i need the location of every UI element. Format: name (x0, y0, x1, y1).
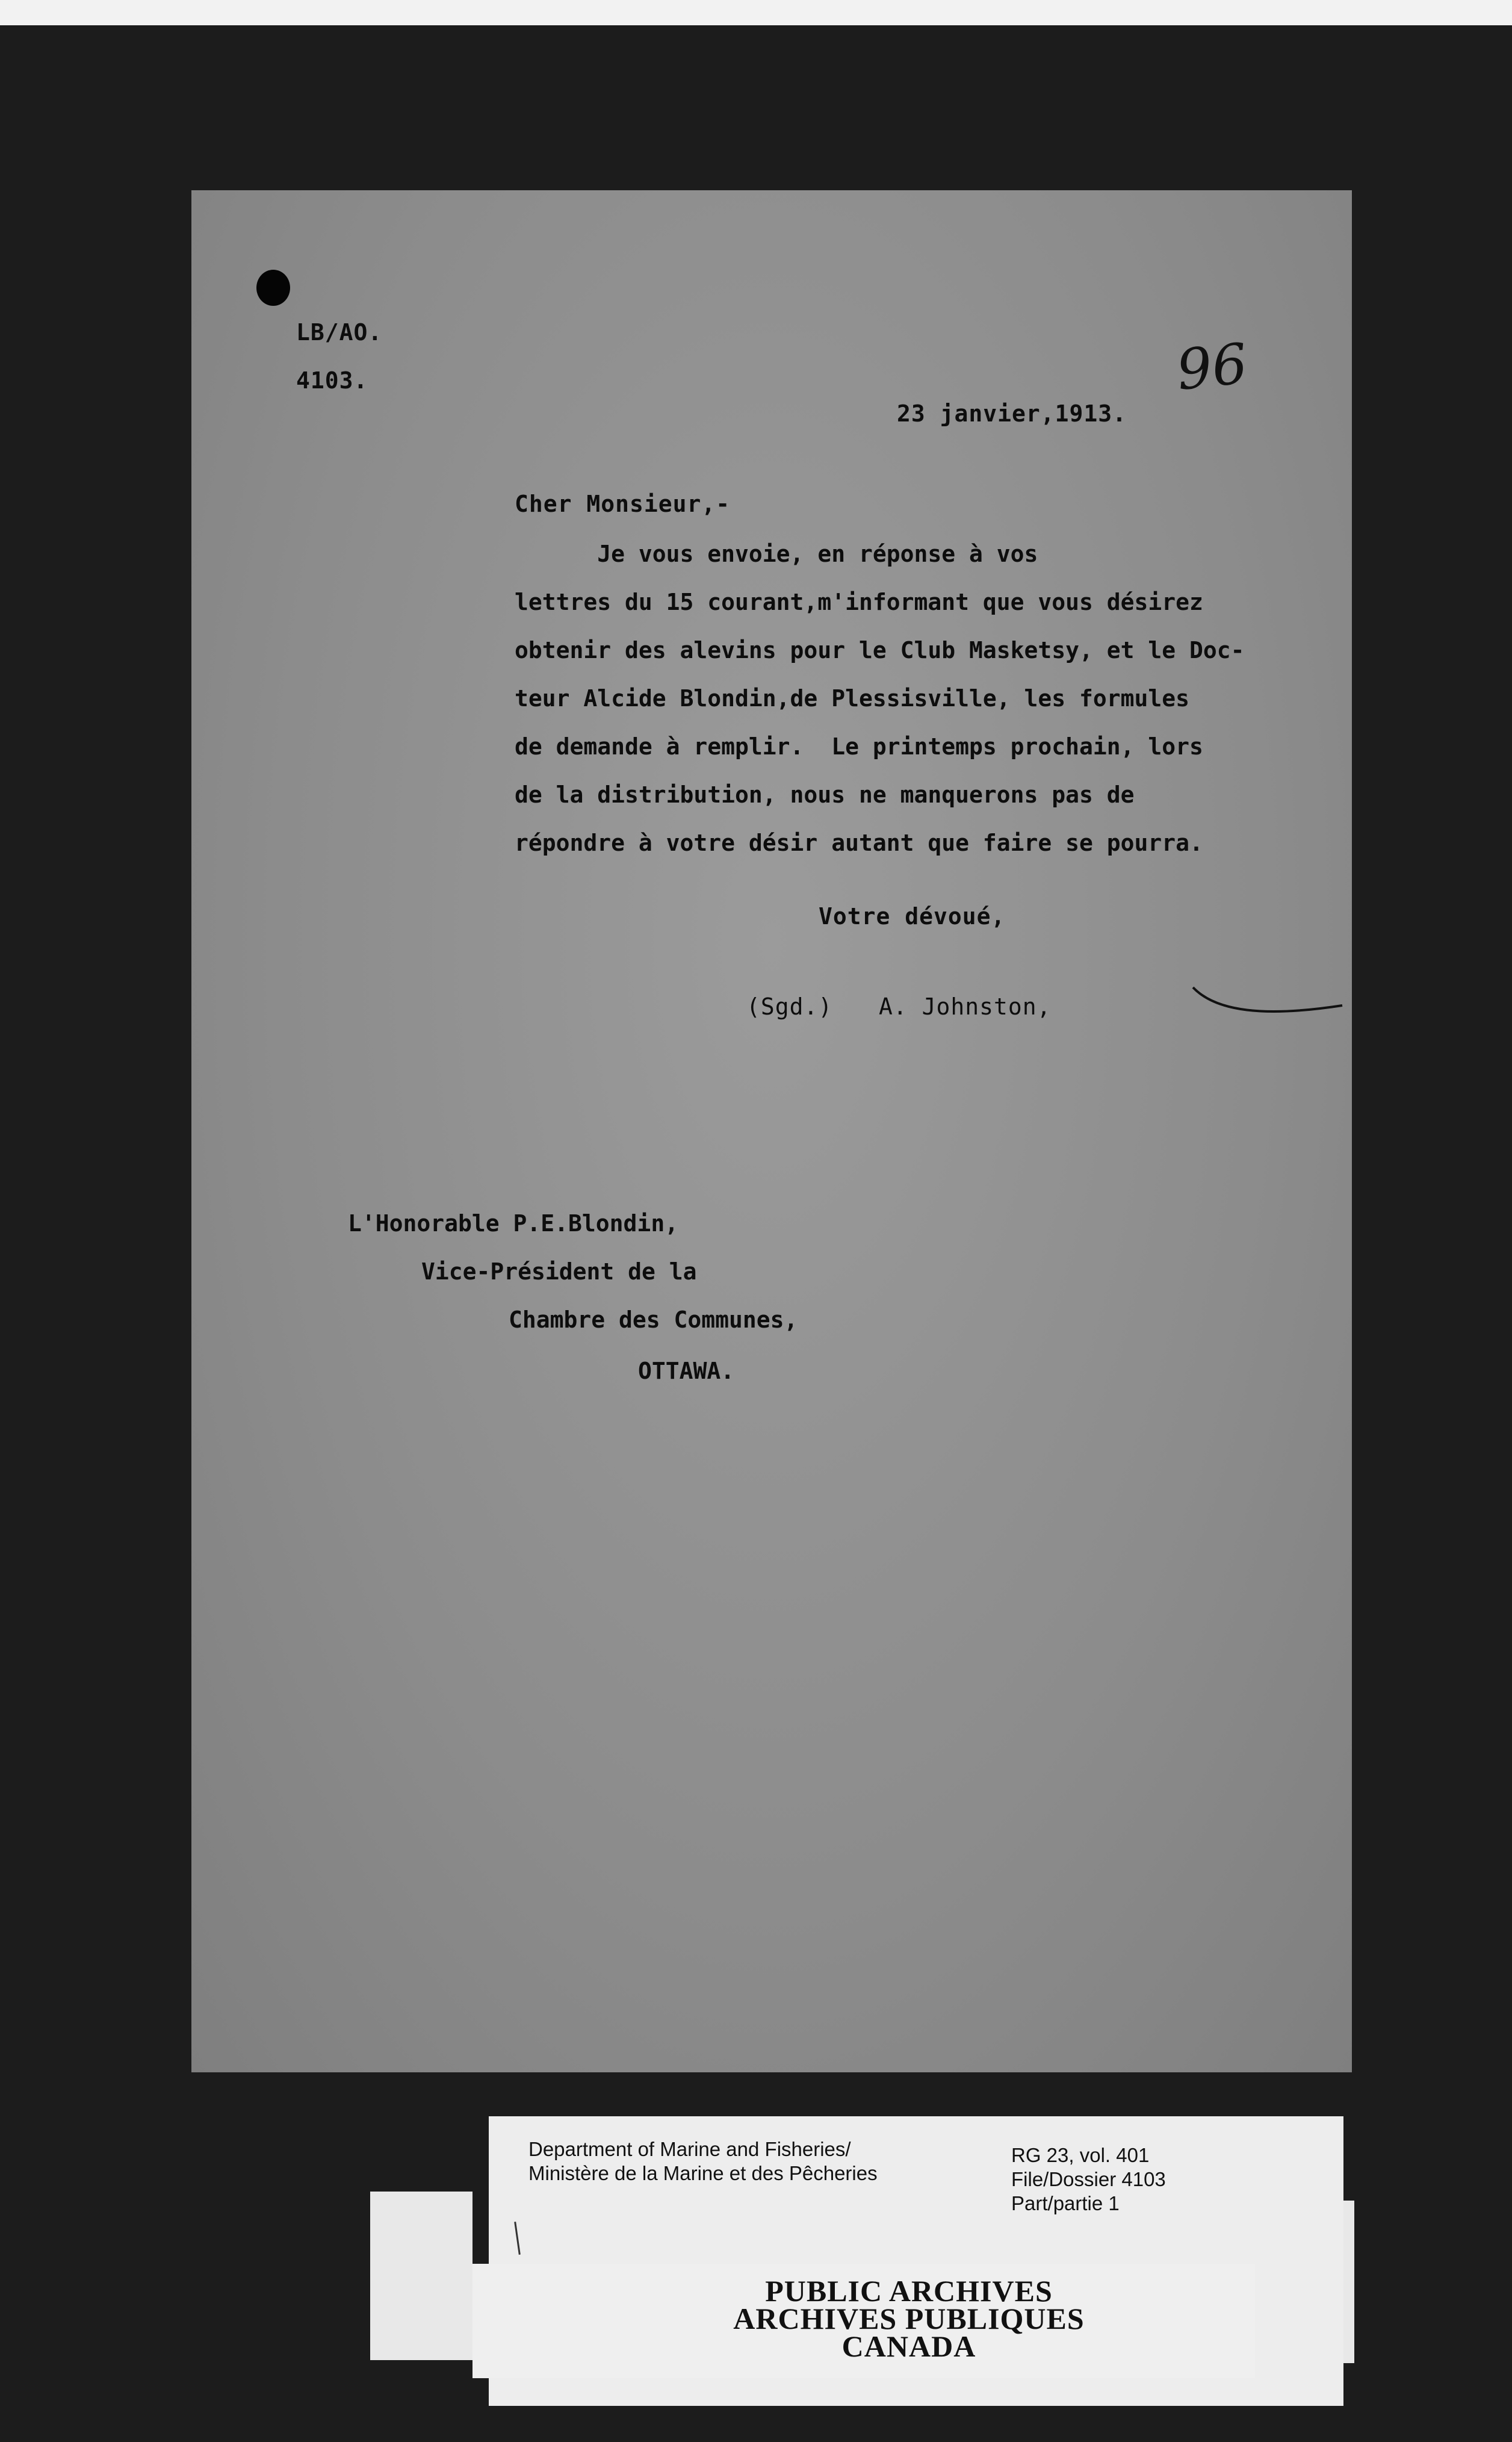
recipient-line-4: OTTAWA. (638, 1358, 735, 1384)
signed-prefix: (Sgd.) (746, 993, 833, 1020)
body-line: teur Alcide Blondin,de Plessisville, les formules (515, 685, 1190, 712)
letter-date: 23 janvier,1913. (897, 400, 1127, 427)
reference-initials: LB/AO. (296, 319, 383, 346)
archives-line-1: PUBLIC ARCHIVES (765, 2274, 1053, 2308)
record-reference (1011, 2143, 1166, 2216)
letter-body (515, 530, 1245, 867)
recipient-line-3: Chambre des Communes, (509, 1306, 798, 1333)
archives-line-3: CANADA (841, 2329, 976, 2363)
punch-hole (256, 270, 290, 306)
file-part: Part/partie 1 (1011, 2192, 1120, 2214)
body-line: obtenir des alevins pour le Club Masketsy, et le Doc- (515, 637, 1245, 663)
record-group: RG 23, vol. 401 (1011, 2144, 1150, 2166)
recipient-line-1: L'Honorable P.E.Blondin, (348, 1210, 679, 1237)
top-border-strip (0, 0, 1512, 25)
department-en: Department of Marine and Fisheries/ (528, 2138, 851, 2160)
file-dossier: File/Dossier 4103 (1011, 2168, 1166, 2190)
body-line: lettres du 15 courant,m'informant que vous désirez (515, 589, 1203, 615)
body-line: répondre à votre désir autant que faire se pourra. (515, 830, 1203, 856)
body-line: Je vous envoie, en réponse à vos (515, 541, 1038, 567)
department-names (528, 2137, 878, 2186)
handwritten-page-number: 96 (1173, 331, 1251, 403)
label-tab-left (370, 2192, 472, 2360)
archives-stamp (632, 2274, 1186, 2363)
letter-page (191, 190, 1352, 2072)
closing: Votre dévoué, (819, 903, 1006, 930)
body-line: de demande à remplir. Le printemps prochain, lors (515, 733, 1203, 760)
department-fr: Ministère de la Marine et des Pêcheries (528, 2162, 878, 2184)
pen-stroke-mark (1192, 975, 1348, 1024)
body-line: de la distribution, nous ne manquerons pas de (515, 781, 1135, 808)
recipient-line-2: Vice-Président de la (421, 1258, 697, 1285)
archives-line-2: ARCHIVES PUBLIQUES (733, 2302, 1085, 2335)
signer-name: A. Johnston, (879, 993, 1052, 1020)
salutation: Cher Monsieur,- (515, 491, 731, 517)
file-number: 4103. (296, 367, 368, 394)
